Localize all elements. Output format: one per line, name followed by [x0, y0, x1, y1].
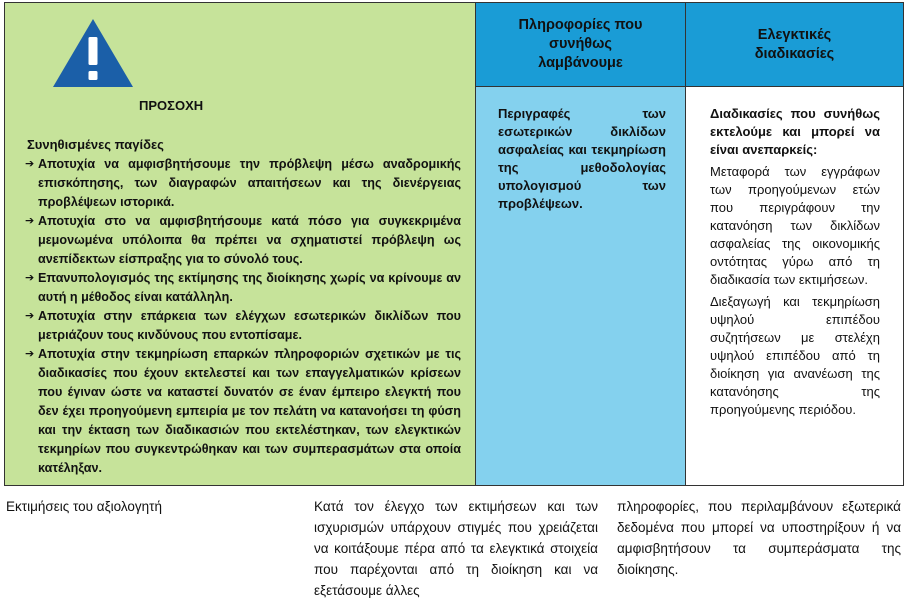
arrow-icon: ➔: [25, 348, 35, 360]
info-header: Πληροφορίες που συνήθως λαμβάνουμε: [476, 3, 685, 87]
pitfalls-table: [4, 2, 904, 486]
procedures-column: [686, 3, 903, 485]
list-item: ➔ Αποτυχία στην τεκμηρίωση επαρκών πληροφοριών σχετικών με τις διαδικασίες που έχουν εκτελεστεί και των επαγγελματικών κρίσεων που έγιναν ώστε να καταστεί δυνατόν σε έναν έμπειρο ελεγκτή που δεν έχει προηγούμενη εμπειρία με τον πελάτη να κατανοήσει τη φύση και την έκταση των διαδικασιών που εκτελέστηκαν, των ελεγκτικών τεκμηρίων που συγκεντρώθηκαν και των συμπερασμάτων στα οποία κατέληξαν.: [25, 347, 461, 475]
pitfalls-list: [27, 155, 461, 478]
list-item: ➔ Αποτυχία στο να αμφισβητήσουμε κατά πόσο για συγκεκριμένα μεμονωμένα υπόλοιπα θα πρέπει να σχηματιστεί πρόβλεψη ως ανεπίδεκτων είσπραξης για το σύνολό τους.: [25, 214, 461, 266]
body-text-column-1: Κατά τον έλεγχο των εκτιμήσεων και των ισχυρισμών υπάρχουν στιγμές που χρειάζεται να κοιτάξουμε πέρα από τα ελεγκτικά στοιχεία που παρέχονται από τη διοίκηση και να εξετάσουμε άλλες: [314, 499, 598, 598]
list-item: ➔ Επανυπολογισμός της εκτίμησης της διοίκησης χωρίς να κρίνουμε αν αυτή η μέθοδος είναι κατάλληλη.: [25, 271, 461, 304]
info-text: Περιγραφές των εσωτερικών δικλίδων ασφαλείας και τεκμηρίωση της μεθοδολογίας υπολογισμού των προβλέψεων.: [498, 106, 666, 211]
warning-title: ΠΡΟΣΟΧΗ: [139, 98, 204, 113]
arrow-icon: ➔: [25, 272, 35, 284]
list-item: ➔ Αποτυχία να αμφισβητήσουμε την πρόβλεψη μέσω αναδρομικής επισκόπησης, των διαγραφών απαιτήσεων και της διενέργειας προβλέψεων ιστορικά.: [25, 157, 461, 209]
info-body: [476, 87, 685, 485]
procedures-lead: Διαδικασίες που συνήθως εκτελούμε και μπορεί να είναι ανεπαρκείς:: [710, 106, 880, 157]
procedures-paragraph-2: Διεξαγωγή και τεκμηρίωση υψηλού επιπέδου συζητήσεων με στελέχη υψηλού επιπέδου από τη διοίκηση για ανανέωση της κατανόησης της προηγούμενης περιόδου.: [710, 294, 880, 417]
section-heading: Εκτιμήσεις του αξιολογητή: [6, 499, 163, 514]
warning-column: [5, 3, 476, 485]
arrow-icon: ➔: [25, 158, 35, 170]
list-item: ➔ Αποτυχία στην επάρκεια των ελέγχων εσωτερικών δικλίδων που μετριάζουν τους κινδύνους που εντοπίσαμε.: [25, 309, 461, 342]
warning-subtitle: Συνηθισμένες παγίδες: [27, 137, 164, 152]
procedures-paragraph-1: Μεταφορά των εγγράφων των προηγούμενων ετών που περιγράφουν την κατανόηση των δικλίδων ασφαλείας της οικονομικής οντότητας γύρω από τη διαδικασία των εκτιμήσεων.: [710, 164, 880, 287]
arrow-icon: ➔: [25, 310, 35, 322]
info-column: [476, 3, 686, 485]
arrow-icon: ➔: [25, 215, 35, 227]
procedures-header: Ελεγκτικές διαδικασίες: [686, 3, 903, 87]
procedures-body: [686, 87, 903, 485]
body-text-column-2: πληροφορίες, που περιλαμβάνουν εξωτερικά δεδομένα που μπορεί να υποστηρίξουν ή να αμφισβητήσουν τα συμπεράσματα της διοίκησης.: [617, 499, 901, 577]
warning-triangle-icon: [51, 17, 135, 89]
